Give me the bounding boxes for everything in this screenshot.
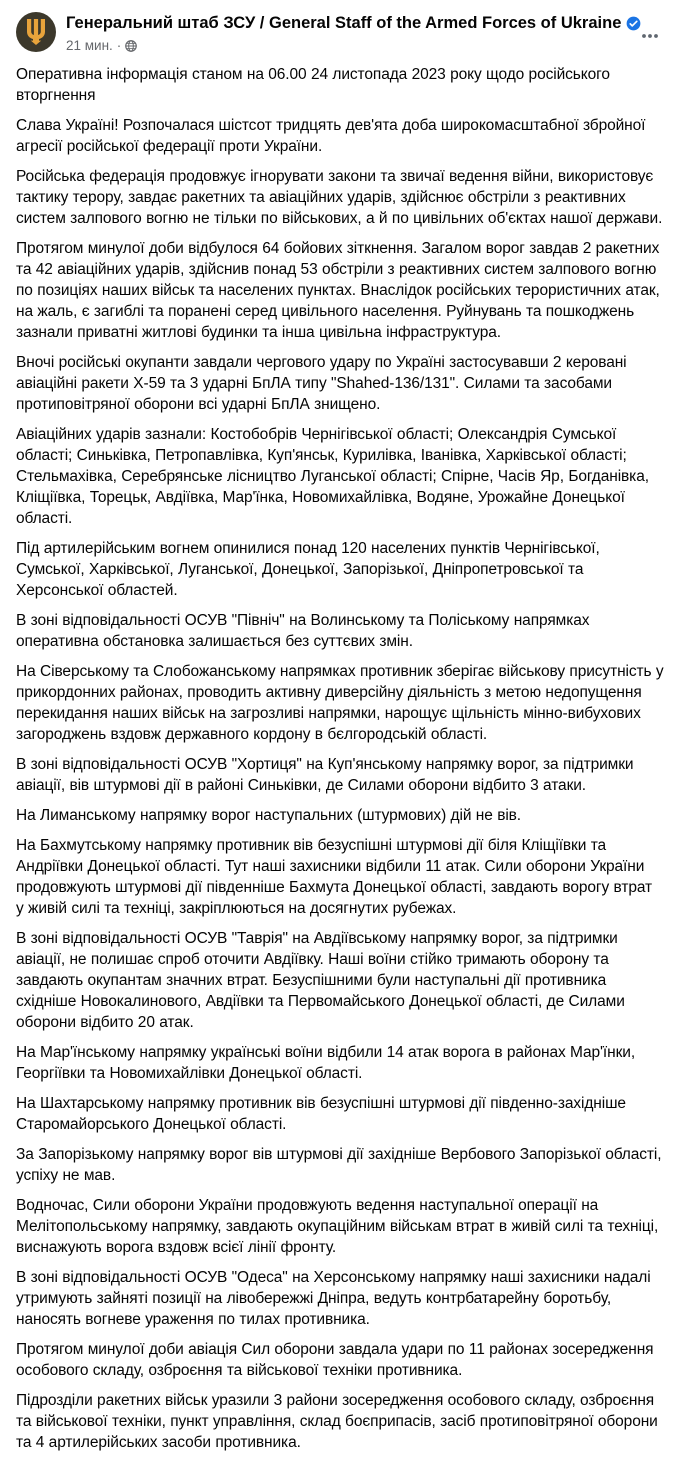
post-paragraph: На Мар'їнському напрямку українські воїни відбили 14 атак ворога в районах Мар'їнки, Георгіївки та Новомихайлівки Донецької області. [16,1044,636,1082]
post-paragraph: Водночас, Сили оборони України продовжують ведення наступальної операції на Мелітопольському напрямку, завдають окупаційним військам втрат в живій силі та техніці, виснажують ворога вздовж всієї лінії фронту. [16,1197,659,1256]
page-avatar[interactable] [16,12,56,52]
post-timestamp[interactable]: 21 мин. [66,38,113,53]
post-paragraph: Протягом минулої доби відбулося 64 бойових зіткнення. Загалом ворог завдав 2 ракетних та 42 авіаційних ударів, здійснив понад 53 обстріли з реактивних систем залпового вогню по позиціях наших військ та населених пунктах. Внаслідок російських терористичних атак, на жаль, є загиблі та поранені серед цивільного населення. Руйнувань та пошкоджень зазнали приватні житлові будинки та інша цивільна інфраструктура. [16,240,660,341]
post-paragraph: Вночі російські окупанти завдали чергового удару по Україні застосувавши 2 керовані авіаційні ракети Х-59 та 3 ударні БпЛА типу "Shahed-136/131". Силами та засобами протиповітряної оборони всі ударні БпЛА знищено. [16,354,627,413]
post-meta-row [66,37,664,54]
post-paragraph: В зоні відповідальності ОСУВ "Північ" на Волинському та Поліському напрямках оперативна обстановка залишається без суттєвих змін. [16,612,590,650]
post-content [0,58,680,1467]
post-paragraph: В зоні відповідальності ОСУВ "Хортиця" на Куп'янському напрямку ворог, за підтримки авіації, вів штурмові дії в районі Синьківки, де Силами оборони відбито 3 атаки. [16,756,634,794]
post-paragraph: В зоні відповідальності ОСУВ "Таврія" на Авдіївському напрямку ворог, за підтримки авіації, не полишає спроб оточити Авдіївку. Наші воїни стійко тримають оборону та завдають окупантам значних втрат. Безуспішними були наступальні дії противника східніше Новокалинового, Авдіївки та Первомайського Донецької області, де Силами оборони відбито 20 атак. [16,930,625,1031]
meta-separator: · [116,38,122,53]
post-paragraph: Оперативна інформація станом на 06.00 24 листопада 2023 року щодо російського вторгнення [16,66,610,104]
post-paragraph: На Сіверському та Слобожанському напрямках противник зберігає військову присутність у прикордонних районах, проводить активну диверсійну діяльність з метою недопущення перекидання наших військ на загрозливі напрямки, нарощує щільність мінно-вибухових загороджень вздовж державного кордону в бєлгородській області. [16,663,664,743]
post-paragraph: На Шахтарському напрямку противник вів безуспішні штурмові дії південно-західніше Старомайорського Донецької області. [16,1095,626,1133]
post-paragraph: Російська федерація продовжує ігнорувати закони та звичаї ведення війни, використовує тактику терору, завдає ракетних та авіаційних ударів, здійснює обстріли з реактивних систем залпового вогню не тільки по військових, а й по цивільних об'єктах нашої держави. [16,168,663,227]
trident-emblem-icon [25,18,47,46]
post-paragraph: Протягом минулої доби авіація Сил оборони завдала удари по 11 районах зосередження особового складу, озброєння та військової техніки противника. [16,1341,654,1379]
ellipsis-icon [640,26,660,46]
post-header [0,0,680,58]
post-paragraph: На Лиманському напрямку ворог наступальних (штурмових) дій не вів. [16,807,522,824]
post-paragraph: В зоні відповідальності ОСУВ "Одеса" на Херсонському напрямку наші захисники надалі утримують зайняті позиції на лівобережжі Дніпра, ведуть контрбатарейну боротьбу, наносять вогневе ураження по тилах противника. [16,1269,651,1328]
post-paragraph: Слава Україні! Розпочалася шістсот тридцять дев'ята доба широкомасштабної збройної агресії російської федерації проти України. [16,117,646,155]
post-paragraph: За Запорізькому напрямку ворог вів штурмові дії західніше Вербового Запорізької області, успіху не мав. [16,1146,662,1184]
post-paragraph: Під артилерійським вогнем опинилися понад 120 населених пунктів Чернігівської, Сумської, Харківської, Луганської, Донецької, Запорізької, Дніпропетровської та Херсонської областей. [16,540,600,599]
page-name-link[interactable]: Генеральний штаб ЗСУ / General Staff of the Armed Forces of Ukraine [66,14,622,32]
post-header-text [66,12,664,54]
post-paragraph: На Бахмутському напрямку противник вів безуспішні штурмові дії біля Кліщіївки та Андріївки Донецької області. Тут наші захисники відбили 11 атак. Сили оборони України продовжують штурмові дії південніше Бахмута Донецької області, завдають ворогу втрат у живій силі та техніці, закріплюються на досягнутих рубежах. [16,837,653,917]
post-paragraph: Авіаційних ударів зазнали: Костобобрів Чернігівської області; Олександрія Сумської області; Синьківка, Петропавлівка, Куп'янськ, Курилівка, Іванівка, Харківської області; Стельмахівка, Серебрянське лісництво Луганської області; Спірне, Часів Яр, Богданівка, Кліщіївка, Торецьк, Авдіївка, Мар'їнка, Новомихайлівка, Водяне, Урожайне Донецької області. [16,426,649,527]
more-options-button[interactable] [632,18,668,54]
page-title-row [66,13,664,34]
privacy-globe-icon [125,40,137,52]
post-paragraph: Підрозділи ракетних військ уразили 3 райони зосередження особового складу, озброєння та військової техніки, пункт управління, склад боєприпасів, засіб протиповітряної оборони та 4 артилерійських засоби противника. [16,1392,658,1451]
